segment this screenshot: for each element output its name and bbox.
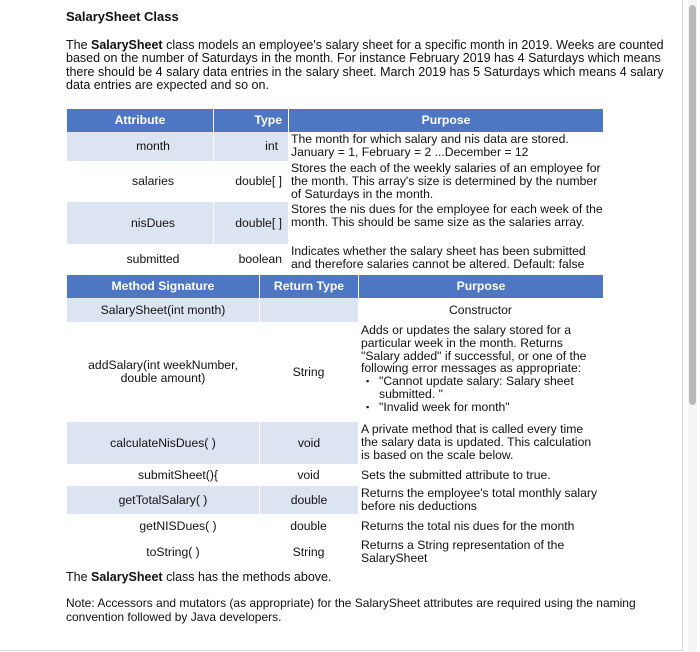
attribute-type: double[ ] — [213, 161, 288, 202]
method-purpose-header: Purpose — [358, 275, 603, 298]
method-signature: toString( ) — [67, 538, 259, 567]
method-signature: addSalary(int weekNumber, double amount) — [67, 322, 259, 422]
method-return-type: double — [259, 514, 358, 538]
attribute-header: Attribute — [67, 109, 213, 132]
methods-caption: The SalarySheet class has the methods above. — [66, 570, 332, 584]
method-row — [67, 464, 603, 486]
caption-classname: SalarySheet — [91, 570, 163, 584]
method-signature: calculateNisDues( ) — [67, 422, 259, 464]
attribute-row — [67, 244, 603, 275]
attribute-type: double[ ] — [213, 202, 288, 244]
page-title: SalarySheet Class — [66, 9, 179, 24]
attribute-type: int — [213, 132, 288, 161]
attribute-row — [67, 161, 603, 202]
method-row — [67, 514, 603, 538]
method-purpose: Returns the employee's total monthly salary before nis deductions — [358, 486, 603, 514]
method-row — [67, 486, 603, 514]
error-message-list — [361, 375, 603, 413]
method-row — [67, 298, 603, 322]
method-return-type: double — [259, 486, 358, 514]
attribute-name: nisDues — [67, 202, 213, 244]
method-signature: getNISDues( ) — [67, 514, 259, 538]
method-purpose: Sets the submitted attribute to true. — [358, 464, 603, 486]
method-purpose — [358, 322, 603, 422]
error-message-item: ▪ "Cannot update salary: Salary sheet submitted. " — [379, 375, 603, 401]
type-header: Type — [213, 109, 288, 132]
method-return-type: void — [259, 464, 358, 486]
attribute-name: submitted — [67, 244, 213, 275]
method-purpose: Returns a String representation of the SalarySheet — [358, 538, 603, 567]
method-return-type — [259, 298, 358, 322]
attribute-purpose: The month for which salary and nis data are stored. January = 1, February = 2 ...December = 12 — [288, 132, 603, 161]
method-row — [67, 322, 603, 422]
method-row — [67, 538, 603, 567]
attribute-row — [67, 202, 603, 244]
attribute-purpose: Stores the nis dues for the employee for each week of the month. This should be same size as the salaries array. — [288, 202, 603, 244]
attribute-purpose: Indicates whether the salary sheet has been submitted and therefore salaries cannot be altered. Default: false — [288, 244, 603, 275]
method-return-type: void — [259, 422, 358, 464]
attribute-purpose: Stores the each of the weekly salaries of an employee for the month. This array's size is determined by the number of Saturdays in the month. — [288, 161, 603, 202]
note-paragraph: Note: Accessors and mutators (as appropriate) for the SalarySheet attributes are required using the naming convention followed by Java developers. — [66, 596, 636, 624]
method-return-type: String — [259, 322, 358, 422]
method-purpose-text: Adds or updates the salary stored for a particular week in the month. Returns "Salary added" if successful, or one of the following error messages as appropriate: — [361, 323, 587, 376]
purpose-header: Purpose — [288, 109, 603, 132]
method-return-type: String — [259, 538, 358, 567]
method-row — [67, 422, 603, 464]
method-header-row — [67, 275, 603, 298]
method-signature: submitSheet(){ — [67, 464, 259, 486]
attribute-name: month — [67, 132, 213, 161]
attribute-row — [67, 132, 603, 161]
attribute-type: boolean — [213, 244, 288, 275]
attribute-header-row — [67, 109, 603, 132]
scrollbar-thumb[interactable] — [689, 5, 696, 405]
method-purpose: Constructor — [358, 298, 603, 322]
return-type-header: Return Type — [259, 275, 358, 298]
method-signature: SalarySheet(int month) — [67, 298, 259, 322]
error-message-item: ▪ "Invalid week for month" — [379, 401, 603, 414]
intro-classname: SalarySheet — [91, 38, 163, 52]
intro-paragraph: The SalarySheet class models an employee's salary sheet for a specific month in 2019. Weeks are counted based on the number of Saturdays in the month. For instance February 2019 has 4 Saturdays which means there should be 4 salary data entries in the salary sheet. March 2019 has 5 Saturdays which means 4 salary data entries are expected and so on. — [66, 38, 664, 92]
method-signature: getTotalSalary( ) — [67, 486, 259, 514]
method-purpose: A private method that is called every time the salary data is updated. This calculation is based on the scale below. — [358, 422, 603, 464]
method-purpose: Returns the total nis dues for the month — [358, 514, 603, 538]
attribute-name: salaries — [67, 161, 213, 202]
method-signature-header: Method Signature — [67, 275, 259, 298]
